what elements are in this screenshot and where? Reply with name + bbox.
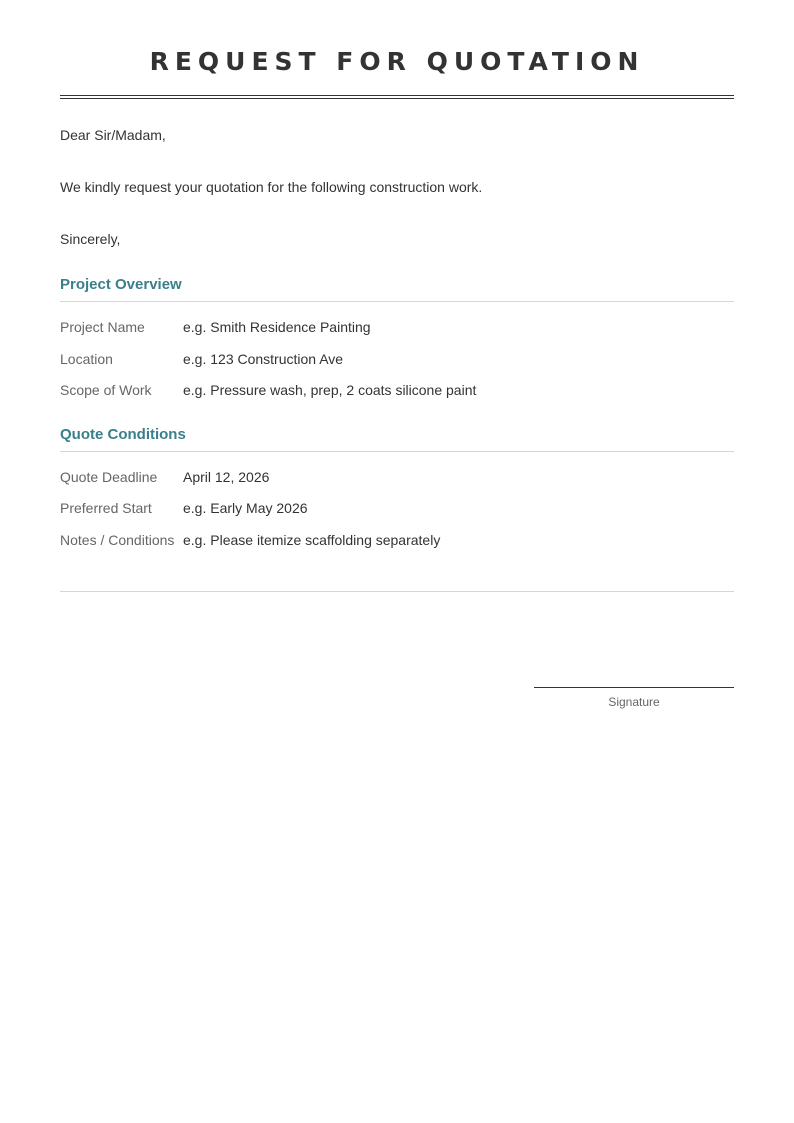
footer-divider [60, 591, 734, 592]
field-value: e.g. Smith Residence Painting [183, 319, 371, 335]
section-title-project-overview: Project Overview [60, 276, 182, 293]
field-value: e.g. Pressure wash, prep, 2 coats silicone paint [183, 382, 477, 398]
signature-line [534, 687, 734, 688]
signature-label: Signature [608, 695, 660, 709]
closing-text: Sincerely, [60, 231, 121, 247]
field-value: e.g. 123 Construction Ave [183, 351, 344, 367]
field-row-preferred-start [60, 497, 734, 519]
field-label: Location [60, 351, 113, 367]
field-row-notes-conditions [60, 529, 734, 551]
field-row-quote-deadline [60, 466, 734, 488]
field-value: e.g. Early May 2026 [183, 500, 308, 516]
greeting-text: Dear Sir/Madam, [60, 127, 166, 143]
document-title: REQUEST FOR QUOTATION [149, 47, 645, 76]
field-label: Preferred Start [60, 500, 152, 516]
field-label: Notes / Conditions [60, 532, 175, 548]
field-label: Project Name [60, 319, 145, 335]
section-divider [60, 301, 734, 302]
field-label: Quote Deadline [60, 469, 158, 485]
field-row-project-name [60, 316, 734, 338]
title-divider-secondary [60, 98, 734, 99]
field-label: Scope of Work [60, 382, 152, 398]
body-text: We kindly request your quotation for the following construction work. [60, 179, 483, 195]
title-divider [60, 95, 734, 96]
section-title-quote-conditions: Quote Conditions [60, 426, 186, 443]
field-value: e.g. Please itemize scaffolding separately [183, 532, 441, 548]
section-divider [60, 451, 734, 452]
field-row-scope-of-work [60, 379, 734, 401]
field-value: April 12, 2026 [183, 469, 270, 485]
field-row-location [60, 348, 734, 370]
